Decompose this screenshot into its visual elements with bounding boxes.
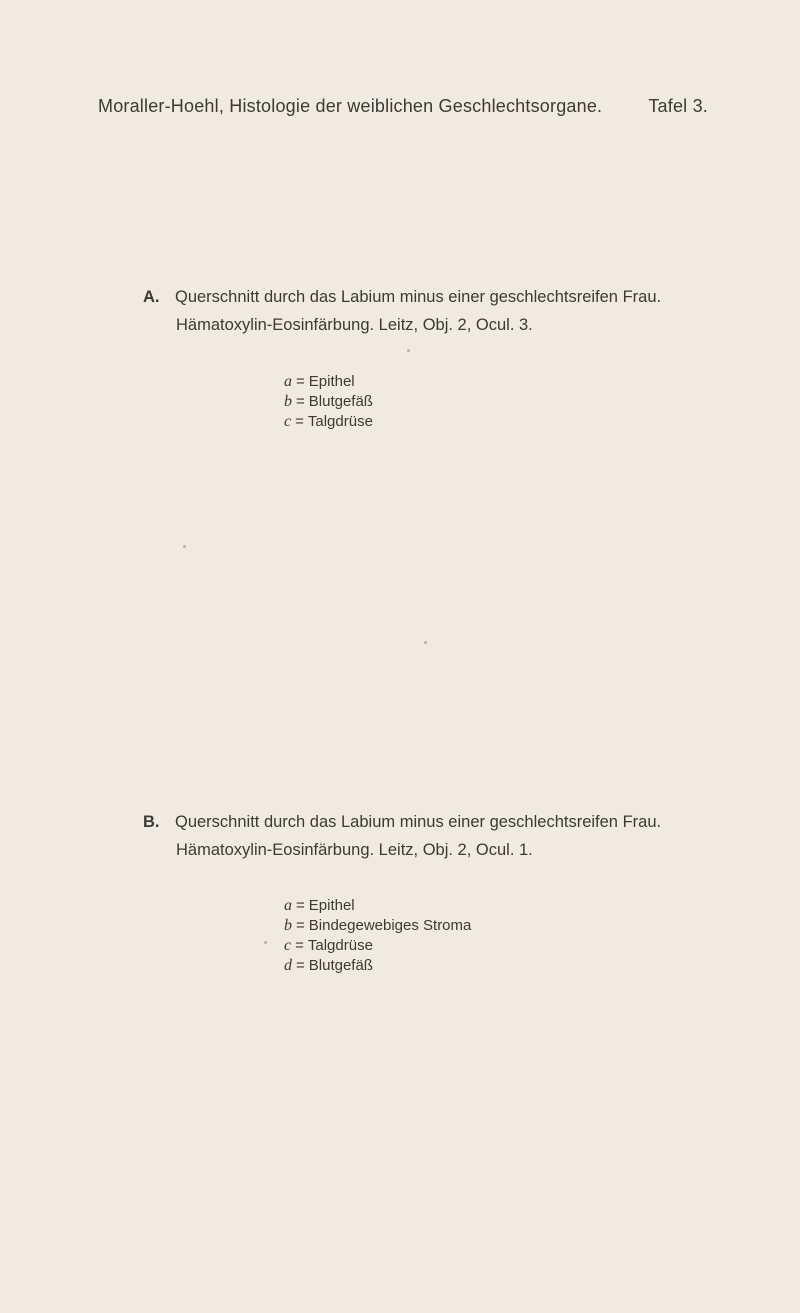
legend-equals: =: [295, 937, 304, 954]
legend-item: [284, 896, 471, 916]
legend-value: Blutgefäß: [308, 393, 373, 410]
caption-a-line1: [143, 288, 661, 307]
book-title: Moraller-Hoehl, Histologie der weiblichen Geschlechtsorgane.: [98, 96, 603, 116]
legend-key: a: [284, 373, 292, 390]
paper-speck: [183, 545, 186, 548]
legend-key: b: [284, 917, 292, 934]
caption-b-staining: Hämatoxylin-Eosinfärbung. Leitz, Obj. 2, Ocul. 1.: [176, 841, 533, 859]
legend-value: Blutgefäß: [308, 957, 373, 974]
legend-value: Bindegewebiges Stroma: [308, 917, 472, 934]
legend-key: c: [284, 937, 292, 954]
legend-equals: =: [296, 957, 305, 974]
paper-speck: [424, 641, 427, 644]
paper-speck: [407, 349, 410, 352]
caption-a-letter: A.: [143, 288, 160, 306]
legend-item: [284, 936, 471, 956]
legend-key: b: [284, 393, 292, 410]
caption-b-letter: B.: [143, 813, 160, 831]
legend-key: d: [284, 957, 292, 974]
legend-equals: =: [296, 373, 305, 390]
legend-value: Epithel: [308, 373, 355, 390]
caption-b-description: Querschnitt durch das Labium minus einer geschlechtsreifen Frau.: [175, 813, 662, 831]
caption-b-line1: [143, 813, 661, 832]
legend-equals: =: [296, 917, 305, 934]
legend-value: Epithel: [308, 897, 355, 914]
caption-a-description: Querschnitt durch das Labium minus einer geschlechtsreifen Frau.: [175, 288, 662, 306]
legend-item: [284, 392, 373, 412]
legend-item: [284, 372, 373, 392]
legend-item: [284, 916, 471, 936]
caption-a-staining: Hämatoxylin-Eosinfärbung. Leitz, Obj. 2, Ocul. 3.: [176, 316, 533, 334]
plate-number: Tafel 3.: [648, 96, 708, 116]
paper-speck: [264, 941, 267, 944]
legend-equals: =: [295, 413, 304, 430]
legend-key: c: [284, 413, 292, 430]
legend-b: [284, 896, 471, 976]
legend-a: [284, 372, 373, 432]
legend-equals: =: [296, 393, 305, 410]
legend-item: [284, 956, 471, 976]
legend-key: a: [284, 897, 292, 914]
legend-item: [284, 412, 373, 432]
legend-equals: =: [296, 897, 305, 914]
legend-value: Talgdrüse: [307, 413, 373, 430]
legend-value: Talgdrüse: [307, 937, 373, 954]
